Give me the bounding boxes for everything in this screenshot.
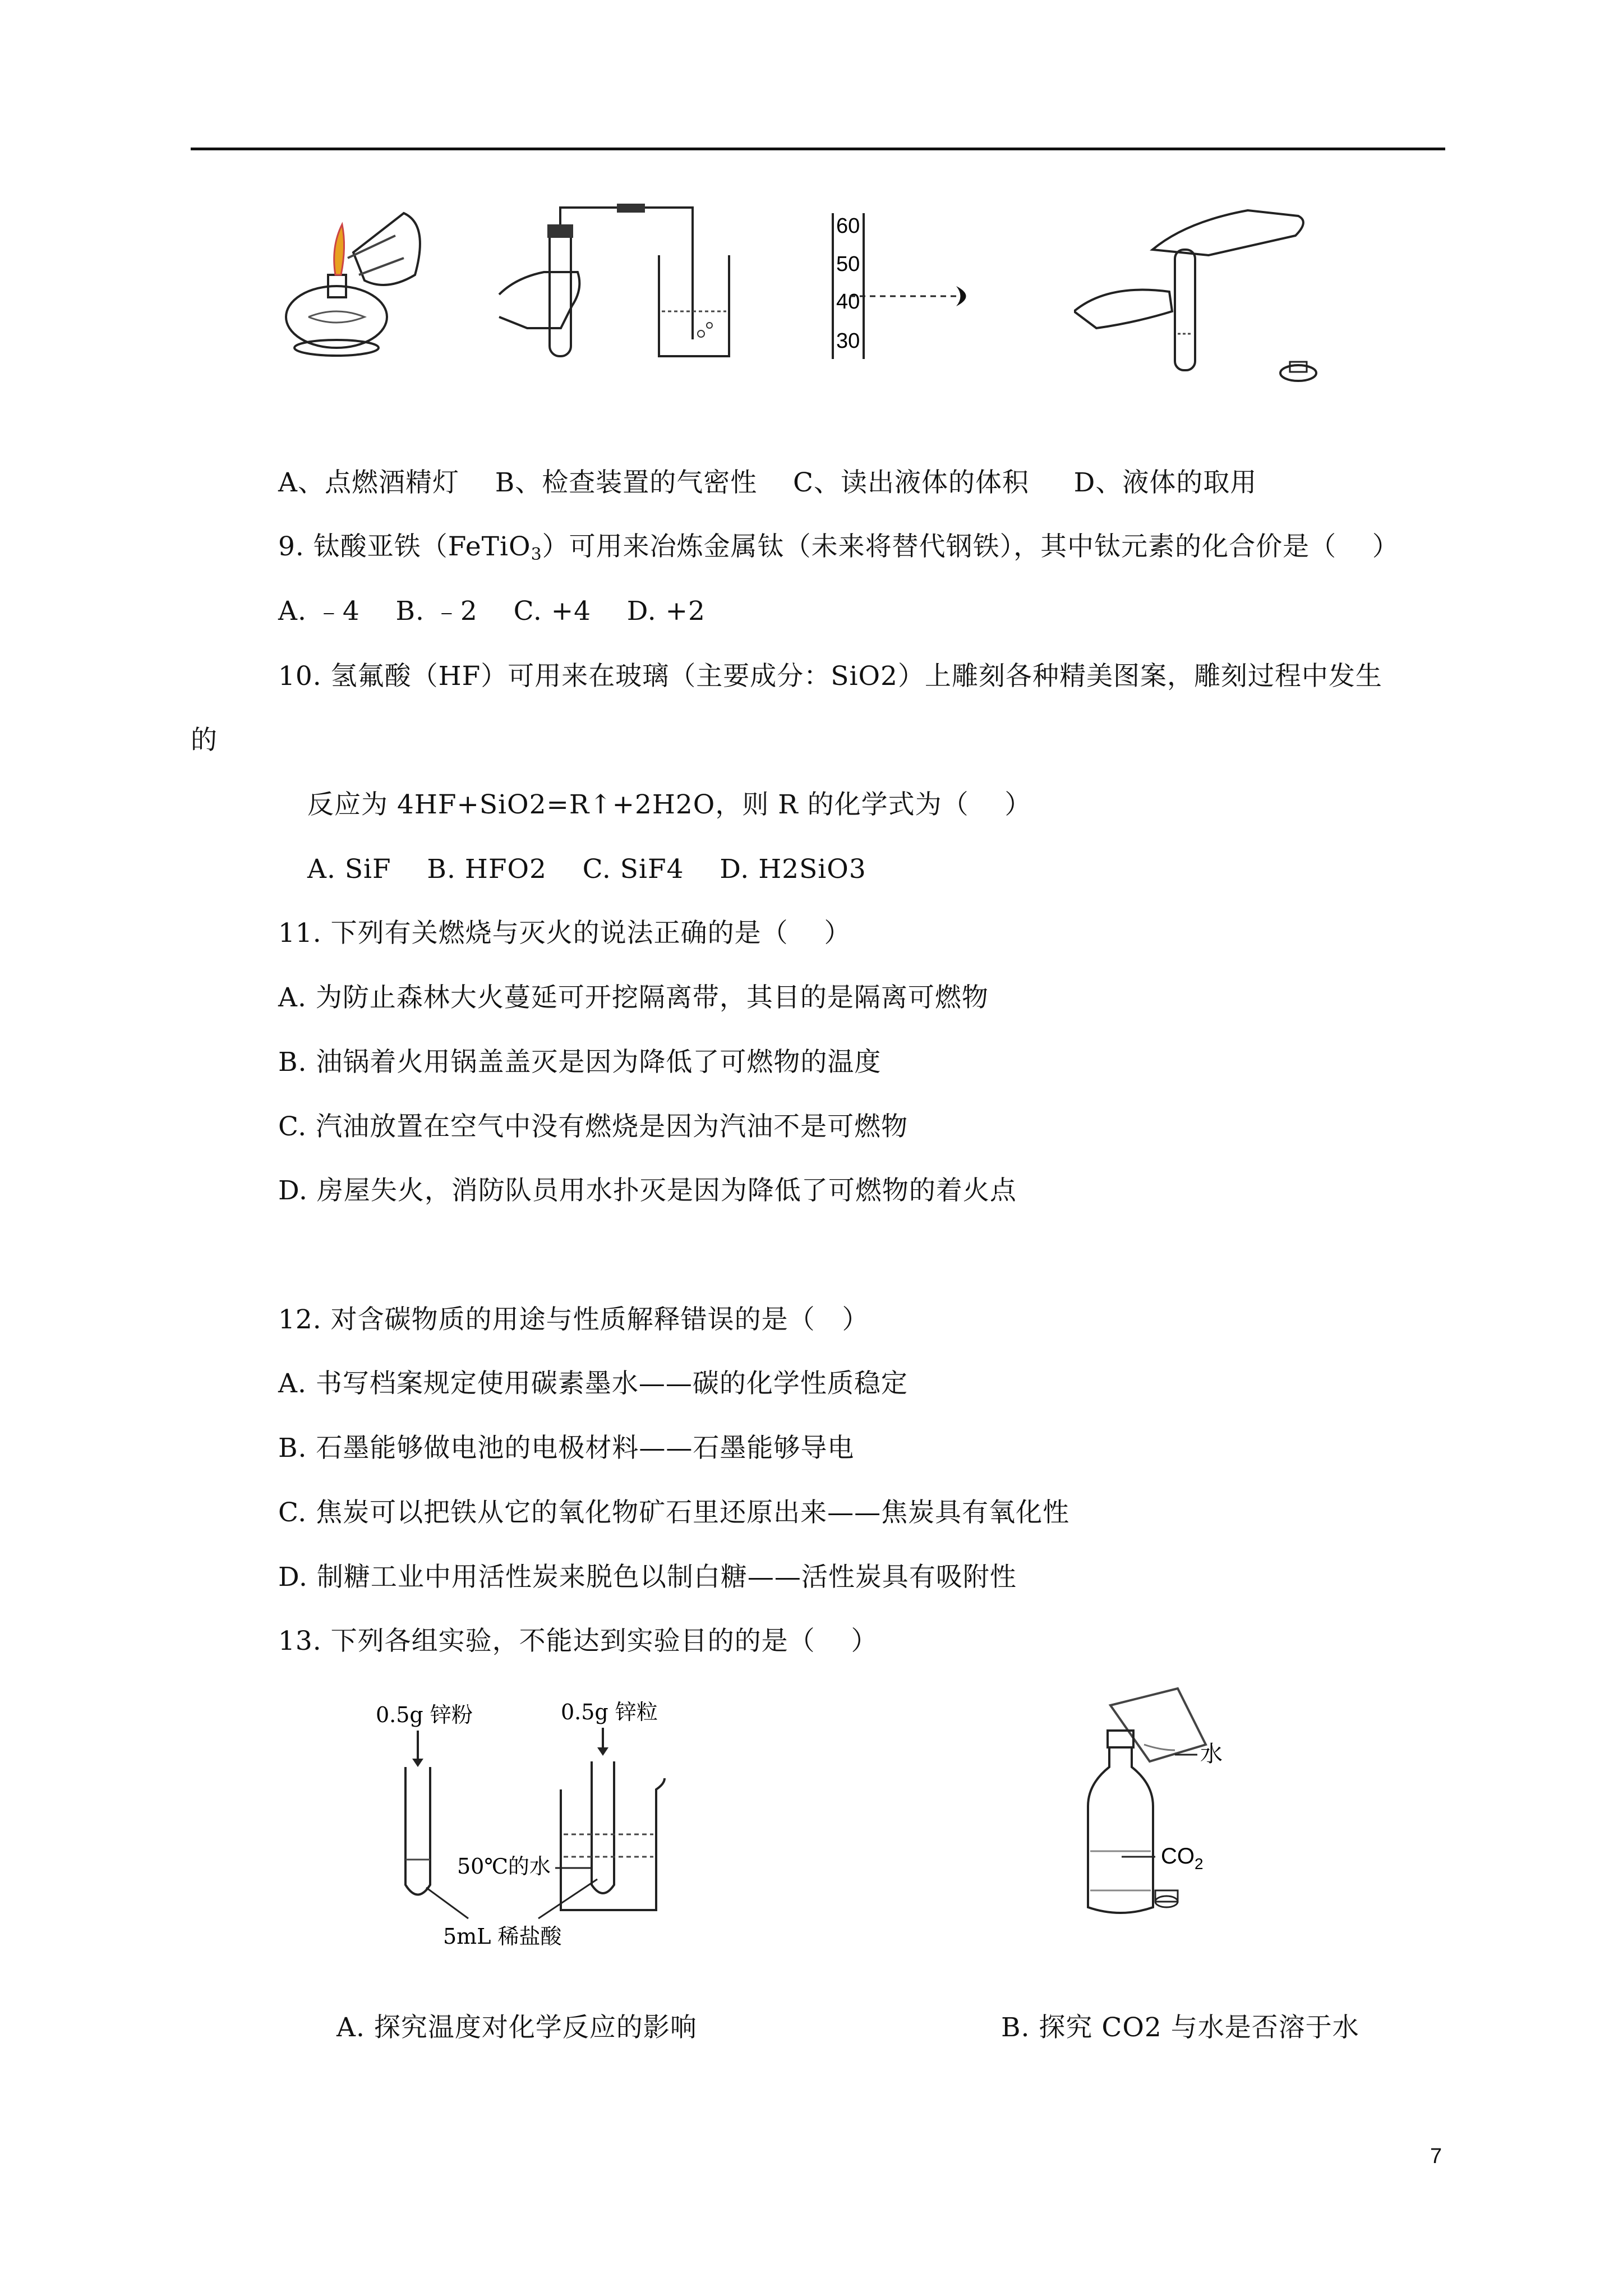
cylinder-tick-30: 30: [836, 329, 860, 353]
label-co2-main: CO: [1161, 1844, 1195, 1869]
graduated-cylinder-figure: [827, 208, 990, 365]
liquid-pouring-figure: [1074, 188, 1349, 390]
q12-option-a: A. 书写档案规定使用碳素墨水——碳的化学性质稳定: [278, 1368, 908, 1399]
q13-caption-b: B. 探究 CO2 与水是否溶于水: [1001, 2012, 1359, 2043]
q9-stem: [278, 530, 1399, 572]
cylinder-tick-60: 60: [836, 214, 860, 238]
q11-option-d: D. 房屋失火，消防队员用水扑灭是因为降低了可燃物的着火点: [278, 1175, 1017, 1206]
q13-caption-a: A. 探究温度对化学反应的影响: [336, 2012, 697, 2043]
airtightness-check-figure: [494, 194, 740, 362]
q12-option-d: D. 制糖工业中用活性炭来脱色以制白糖——活性炭具有吸附性: [278, 1562, 1017, 1593]
q10-stem-line1: 10. 氢氟酸（HF）可用来在玻璃（主要成分：SiO2）上雕刻各种精美图案，雕刻过程中发生: [278, 661, 1382, 692]
q10-stem-line3: 反应为 4HF+SiO2=R↑+2H2O，则 R 的化学式为（ ）: [307, 789, 1032, 820]
label-zinc-powder: 0.5g 锌粉: [376, 1703, 473, 1727]
q11-option-c: C. 汽油放置在空气中没有燃烧是因为汽油不是可燃物: [278, 1111, 909, 1142]
q12-option-b: B. 石墨能够做电池的电极材料——石墨能够导电: [278, 1433, 855, 1464]
page-number: 7: [1430, 2145, 1442, 2168]
q8-options: A、点燃酒精灯 B、检查装置的气密性 C、读出液体的体积 D、液体的取用: [278, 467, 1257, 498]
label-water: 水: [1200, 1741, 1223, 1767]
q13-stem: 13. 下列各组实验，不能达到实验目的的是（ ）: [278, 1626, 878, 1657]
zinc-acid-figure: [370, 1688, 684, 1952]
alcohol-lamp-figure: [275, 191, 437, 359]
q9-stem-a: 9. 钛酸亚铁（FeTiO: [278, 531, 531, 562]
label-co2-subscript: 2: [1195, 1855, 1204, 1872]
q12-option-c: C. 焦炭可以把铁从它的氧化物矿石里还原出来——焦炭具有氧化性: [278, 1497, 1070, 1528]
q10-options: A. SiF B. HFO2 C. SiF4 D. H2SiO3: [307, 854, 866, 885]
q12-stem: 12. 对含碳物质的用途与性质解释错误的是（ ）: [278, 1304, 869, 1335]
q11-stem: 11. 下列有关燃烧与灭火的说法正确的是（ ）: [278, 918, 851, 949]
q10-stem-line2: 的: [191, 725, 218, 756]
label-hot-water: 50℃的水: [457, 1854, 551, 1879]
q9-stem-b: ）可用来冶炼金属钛（未来将替代钢铁），其中钛元素的化合价是（ ）: [542, 531, 1399, 562]
co2-bottle-figure: [1077, 1677, 1290, 1930]
label-dilute-acid: 5mL 稀盐酸: [443, 1924, 562, 1949]
q11-option-a: A. 为防止森林大火蔓延可开挖隔离带，其目的是隔离可燃物: [278, 982, 989, 1013]
q11-option-b: B. 油锅着火用锅盖盖灭是因为降低了可燃物的温度: [278, 1047, 882, 1078]
cylinder-tick-50: 50: [836, 252, 860, 276]
q9-options: A. ﹣4 B. ﹣2 C. +4 D. +2: [278, 596, 706, 627]
cylinder-tick-40: 40: [836, 290, 860, 314]
header-rule: [191, 148, 1445, 150]
label-co2: [1161, 1844, 1204, 1872]
q9-stem-subscript: 3: [531, 545, 542, 564]
label-zinc-granule: 0.5g 锌粒: [561, 1700, 658, 1724]
